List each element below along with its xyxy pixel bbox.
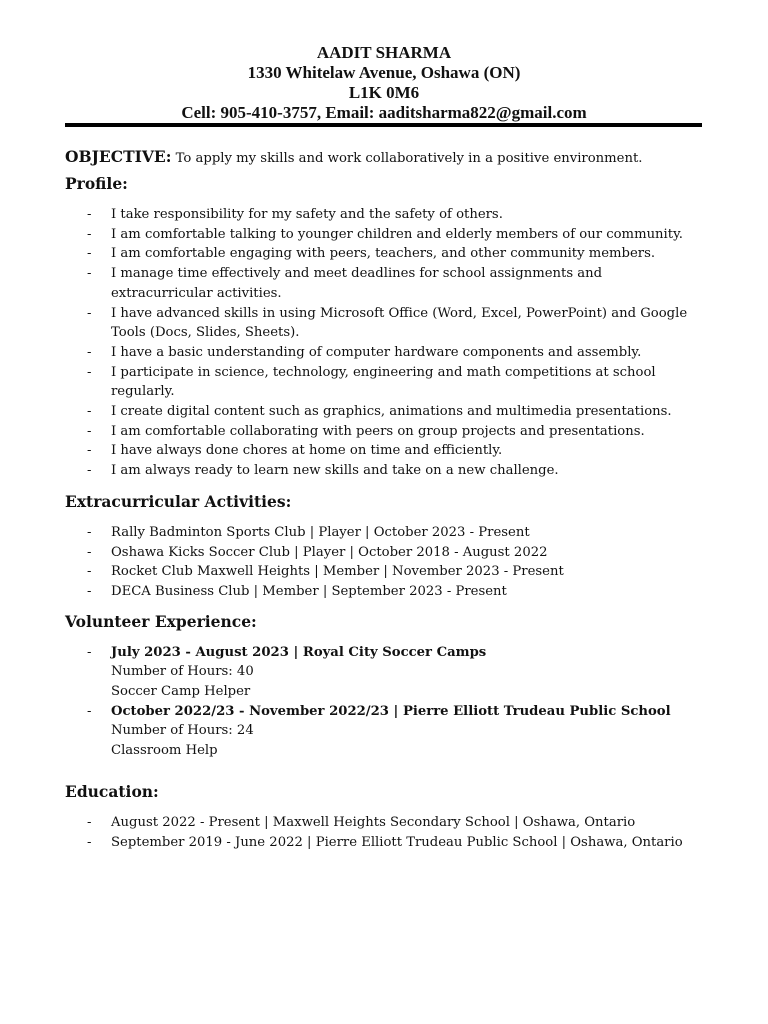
list-item: - Oshawa Kicks Soccer Club | Player | October 2018 - August 2022	[65, 543, 702, 563]
address-line: 1330 Whitelaw Avenue, Oshawa (ON)	[247, 63, 521, 82]
list-item: - Rally Badminton Sports Club | Player | October 2023 - Present	[65, 523, 702, 543]
volunteer-title: - October 2022/23 - November 2022/23 | Pierre Elliott Trudeau Public School	[111, 703, 671, 719]
volunteer-list	[65, 643, 702, 761]
objective-label: OBJECTIVE:	[65, 147, 172, 166]
list-item: - September 2019 - June 2022 | Pierre Elliott Trudeau Public School | Oshawa, Ontario	[65, 833, 702, 853]
volunteer-hours: Number of Hours: 24	[111, 723, 254, 739]
contact-line: Cell: 905-410-3757, Email: aaditsharma822@gmail.com	[181, 103, 587, 122]
list-item: - I have a basic understanding of computer hardware components and assembly.	[65, 343, 702, 363]
profile-list	[65, 205, 702, 481]
list-item: - I participate in science, technology, engineering and math competitions at school regularly.	[65, 363, 702, 402]
education-list	[65, 813, 702, 852]
profile-heading: Profile:	[65, 174, 128, 193]
list-item: - I am always ready to learn new skills and take on a new challenge.	[65, 461, 702, 481]
volunteer-role: Soccer Camp Helper	[111, 684, 251, 700]
volunteer-title: - July 2023 - August 2023 | Royal City Soccer Camps	[111, 644, 487, 660]
education-heading: Education:	[65, 781, 159, 801]
candidate-name: AADIT SHARMA	[316, 43, 452, 62]
volunteer-entry	[65, 702, 702, 761]
list-item: - I take responsibility for my safety and the safety of others.	[65, 205, 702, 225]
list-item: - I am comfortable collaborating with peers on group projects and presentations.	[65, 422, 702, 442]
list-item: - I create digital content such as graphics, animations and multimedia presentations.	[65, 402, 702, 422]
resume-header	[0, 43, 768, 123]
list-item: - I am comfortable engaging with peers, teachers, and other community members.	[65, 244, 702, 264]
list-item: - DECA Business Club | Member | September 2023 - Present	[65, 582, 702, 602]
volunteer-hours: Number of Hours: 40	[111, 664, 254, 680]
postal-code: L1K 0M6	[348, 83, 420, 102]
list-item: - I have always done chores at home on time and efficiently.	[65, 441, 702, 461]
list-item: - Rocket Club Maxwell Heights | Member | November 2023 - Present	[65, 562, 702, 582]
list-item: - I manage time effectively and meet deadlines for school assignments and extracurricular activities.	[65, 264, 702, 303]
extracurricular-heading: Extracurricular Activities:	[65, 491, 292, 511]
extracurricular-list	[65, 523, 702, 602]
volunteer-role: Classroom Help	[111, 743, 218, 759]
volunteer-heading: Volunteer Experience:	[65, 611, 257, 631]
list-item: - I am comfortable talking to younger children and elderly members of our community.	[65, 225, 702, 245]
list-item: - I have advanced skills in using Microsoft Office (Word, Excel, PowerPoint) and Google Tools (Docs, Slides, Sheets).	[65, 304, 702, 343]
header-divider	[65, 123, 702, 127]
resume-body	[65, 147, 702, 852]
objective-text: To apply my skills and work collaboratively in a positive environment.	[175, 151, 643, 166]
volunteer-entry	[65, 643, 702, 702]
list-item: - August 2022 - Present | Maxwell Heights Secondary School | Oshawa, Ontario	[65, 813, 702, 833]
objective-section	[65, 147, 702, 169]
